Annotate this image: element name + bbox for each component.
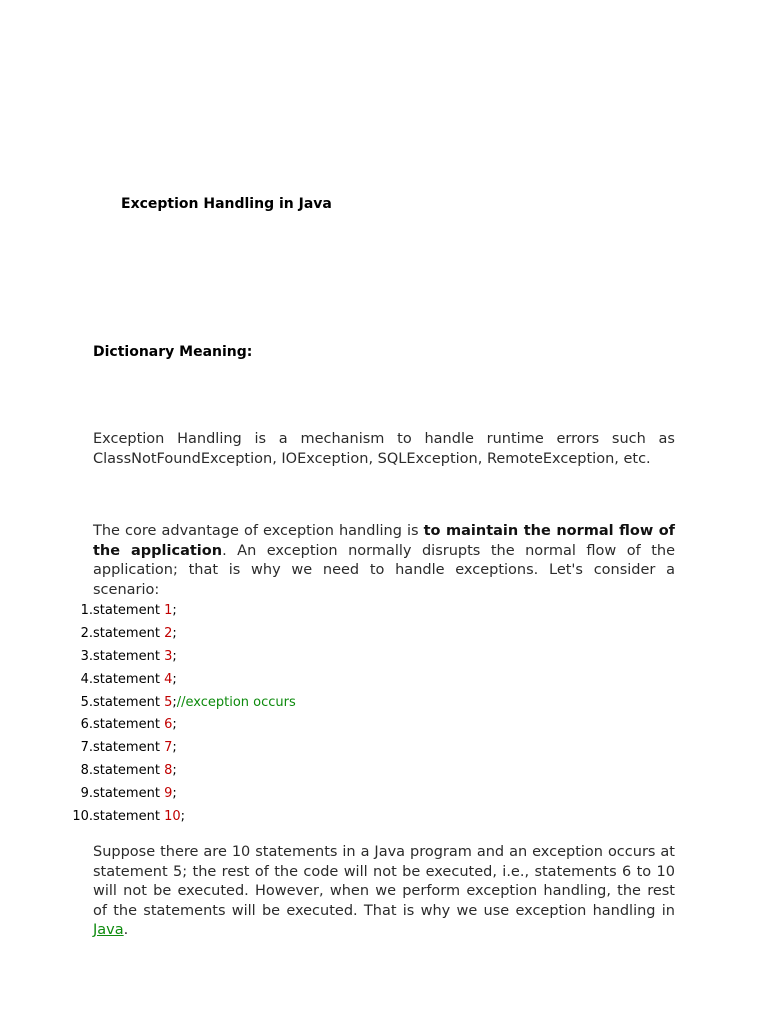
scenario-period: . — [123, 922, 129, 938]
line-number: 4. — [80, 671, 93, 687]
code-line — [62, 808, 296, 831]
code-keyword: statement — [93, 717, 165, 733]
line-number: 8. — [80, 763, 93, 779]
code-number: 3 — [164, 648, 173, 664]
code-comment: //exception occurs — [176, 694, 296, 710]
code-number: 1 — [164, 603, 173, 618]
section-heading: Dictionary Meaning: — [93, 344, 253, 360]
code-semicolon: ; — [172, 625, 177, 641]
code-number: 5 — [164, 694, 173, 710]
code-keyword: statement — [93, 603, 165, 618]
advantage-text-start: The core advantage of exception handling is — [93, 523, 424, 539]
scenario-text: Suppose there are 10 statements in a Java program and an exception occurs at statement 5; the rest of the code will not be executed, i.e., statements 6 to 10 will not be executed. However, when we perform exception handling, the rest of the statements will be executed. That is why we use exception handling in — [93, 844, 675, 919]
code-line — [62, 762, 296, 785]
code-keyword: statement — [93, 740, 165, 756]
code-keyword: statement — [93, 625, 165, 641]
code-semicolon: ; — [172, 740, 177, 756]
line-number: 3. — [80, 648, 93, 664]
code-number: 10 — [164, 809, 181, 825]
code-line — [62, 739, 296, 762]
code-line — [62, 716, 296, 739]
code-semicolon: ; — [172, 694, 177, 710]
code-semicolon: ; — [172, 786, 177, 802]
code-line — [62, 694, 296, 717]
code-line — [62, 648, 296, 671]
scenario-paragraph — [93, 843, 675, 941]
line-number: 1. — [80, 603, 93, 618]
code-semicolon: ; — [172, 648, 177, 664]
java-link[interactable]: Java — [93, 922, 124, 938]
advantage-text-end: . An exception normally disrupts the normal flow of the application; that is why we need to handle exceptions. Let's consider a scenario: — [93, 542, 675, 598]
code-semicolon: ; — [172, 603, 177, 618]
line-number: 5. — [80, 694, 93, 710]
line-number: 10. — [72, 809, 93, 825]
code-keyword: statement — [93, 786, 165, 802]
code-number: 6 — [164, 717, 173, 733]
code-keyword: statement — [93, 648, 165, 664]
code-line — [62, 602, 296, 625]
definition-paragraph: Exception Handling is a mechanism to handle runtime errors such as ClassNotFoundException, IOException, SQLException, RemoteException, etc. — [93, 431, 675, 467]
code-semicolon: ; — [172, 717, 177, 733]
line-number: 7. — [80, 740, 93, 756]
code-keyword: statement — [93, 809, 165, 825]
code-keyword: statement — [93, 763, 165, 779]
code-line — [62, 625, 296, 648]
code-number: 9 — [164, 786, 173, 802]
document-title: Exception Handling in Java — [121, 196, 332, 212]
advantage-bold-text: to maintain the normal flow of the application — [93, 523, 675, 559]
line-number: 2. — [80, 625, 93, 641]
advantage-paragraph — [93, 522, 675, 600]
code-keyword: statement — [93, 694, 165, 710]
line-number: 9. — [80, 786, 93, 802]
code-number: 7 — [164, 740, 173, 756]
line-number: 6. — [80, 717, 93, 733]
code-semicolon: ; — [180, 809, 185, 825]
code-keyword: statement — [93, 671, 165, 687]
code-semicolon: ; — [172, 671, 177, 687]
code-line — [62, 785, 296, 808]
code-number: 2 — [164, 625, 173, 641]
code-listing — [62, 602, 296, 831]
code-line — [62, 671, 296, 694]
code-number: 8 — [164, 763, 173, 779]
code-semicolon: ; — [172, 763, 177, 779]
code-number: 4 — [164, 671, 173, 687]
